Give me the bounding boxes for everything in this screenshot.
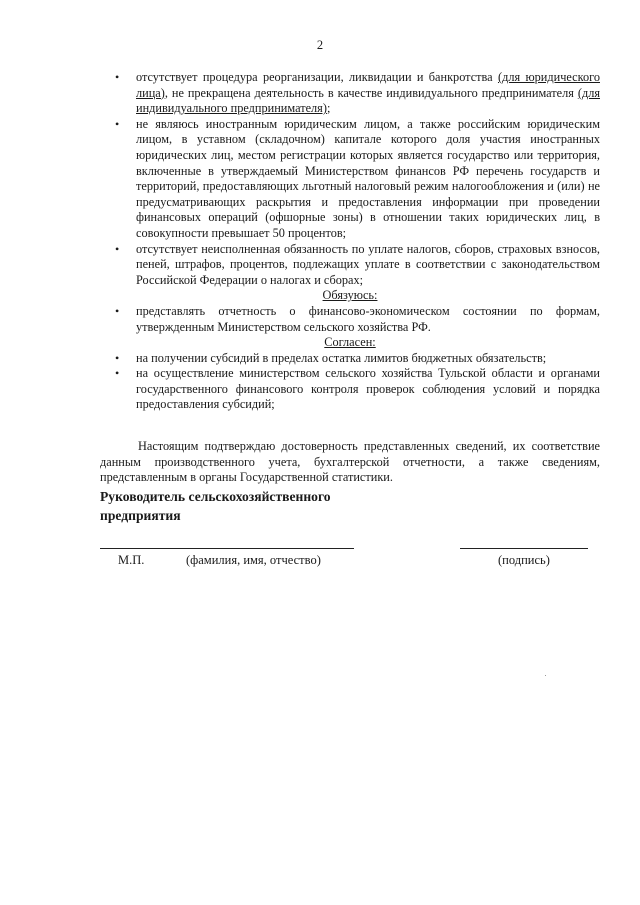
list-item: • отсутствует неисполненная обязанность по уплате налогов, сборов, страховых взносов, пеней, штрафов, процентов, подлежащих уплате в соответствии с законодательством Российской Федерации о налогах и сборах; — [115, 241, 600, 287]
section-heading-agree: Согласен: — [324, 335, 376, 350]
bullet-icon: • — [115, 350, 120, 365]
sign-label: (подпись) — [498, 553, 550, 567]
section-heading-obligations: Обязуюсь: — [322, 288, 378, 303]
conditions-list — [100, 70, 600, 288]
bullet-icon: • — [115, 303, 120, 318]
bullet-icon: • — [115, 241, 120, 256]
signature-line — [460, 548, 588, 549]
bullet-icon: • — [115, 366, 120, 381]
stamp-label: М.П. — [118, 553, 145, 567]
list-item: • представлять отчетность о финансово-экономическом состоянии по формам, утвержденным Министерством сельского хозяйства РФ. — [115, 303, 600, 334]
list-item: • на получении субсидий в пределах остатка лимитов бюджетных обязательств; — [115, 350, 547, 365]
page-number: 2 — [316, 38, 324, 52]
list-item: • не являюсь иностранным юридическим лицом, а также российским юридическим лицом, в уставном (складочном) капитале которого доля участия иностранных юридических лиц, местом регистрации которых является государство или территория, включенные в утверждаемый Министерством финансов РФ перечень государств и территорий, предоставляющих льготный налоговый режим налогообложения и (или) не предусматривающих раскрытия и предоставления информации при проведении финансовых операций (офшорные зоны) в отношении таких юридических лиц, в совокупности превышает 50 процентов; — [115, 116, 600, 240]
confirmation-paragraph: Настоящим подтверждаю достоверность представленных сведений, их соответствие данным производственного учета, бухгалтерской отчетности, а также сведениям, представленным в органы Государственной статистики. — [100, 439, 600, 485]
signature-title: Руководитель сельскохозяйственного предприятия — [100, 489, 331, 523]
list-item: • на осуществление министерством сельского хозяйства Тульской области и органами государственного финансового контроля проверок соблюдения условий и порядка предоставления субсидий; — [115, 366, 600, 412]
obligations-list — [100, 304, 600, 335]
name-signature-line — [100, 548, 354, 549]
document-body — [100, 70, 600, 486]
bullet-icon: • — [115, 116, 120, 131]
list-item: • отсутствует процедура реорганизации, ликвидации и банкротства (для юридического лица), не прекращена деятельность в качестве индивидуального предпринимателя (для индивидуального предпринимателя); — [115, 70, 600, 116]
name-label: (фамилия, имя, отчество) — [186, 553, 321, 567]
scan-speck — [545, 675, 546, 676]
agreements-list — [100, 351, 600, 413]
bullet-icon: • — [115, 70, 120, 84]
